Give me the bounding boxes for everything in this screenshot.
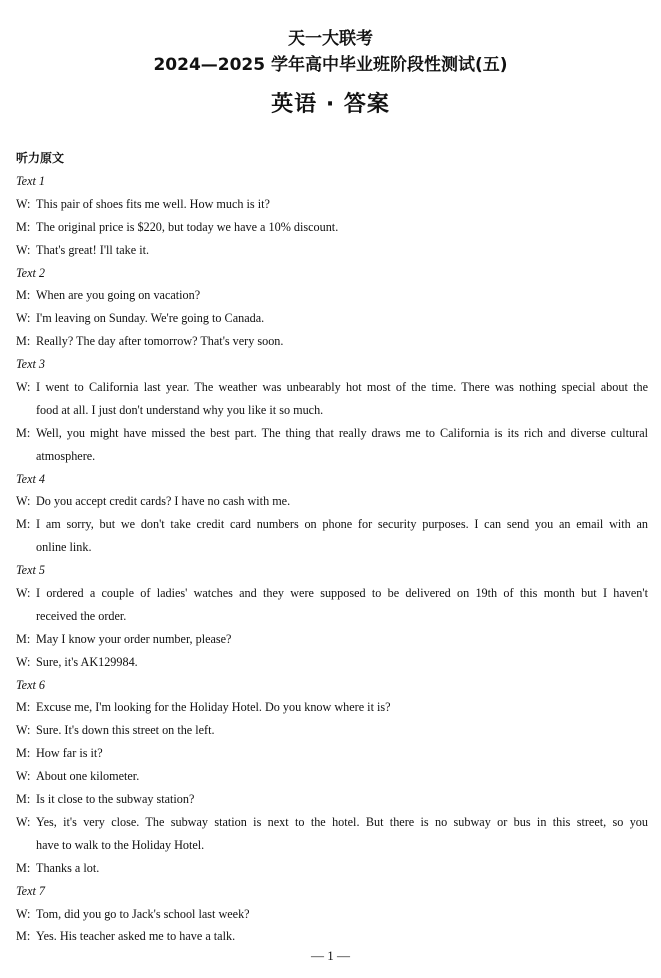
dialogue-text: Do you accept credit cards? I have no cash with me. [36,494,291,509]
dialogue-text: food at all. I just don't understand why you like it so much. [36,402,324,417]
dialogue-text: Really? The day after tomorrow? That's very soon. [36,334,284,349]
text-label-text: Text 5 [16,563,46,578]
dialogue-text: Yes. His teacher asked me to have a talk. [36,929,236,944]
speaker-tag: M: [16,631,31,646]
dialogue-continuation [16,834,648,857]
speaker-tag: M: [16,334,31,349]
speaker-tag: M: [16,746,31,761]
text-label [16,353,648,376]
dialogue-line [16,422,648,445]
speaker-tag: W: [16,814,31,829]
exam-title: 2024—2025 学年高中毕业班阶段性测试(五) [153,55,508,75]
section-title: 听力原文 [16,151,65,165]
dialogue-line [16,719,648,742]
text-label [16,262,648,285]
dialogue-line [16,307,648,330]
dialogue-text: That's great! I'll take it. [36,242,150,257]
dialogue-text: Sure, it's AK129984. [36,654,138,669]
dialogue-text: When are you going on vacation? [36,288,201,303]
dialogue-text: have to walk to the Holiday Hotel. [36,837,205,852]
speaker-tag: W: [16,311,31,326]
text-label [16,674,648,697]
speaker-tag: M: [16,700,31,715]
speaker-tag: M: [16,425,31,440]
dialogue-line [16,513,648,536]
text-label [16,468,648,491]
dialogue-continuation [16,445,648,468]
dialogue-text: Sure. It's down this street on the left. [36,723,215,738]
speaker-tag: W: [16,723,31,738]
speaker-tag: M: [16,517,31,532]
dialogue-line [16,376,648,399]
text-label-text: Text 7 [16,883,46,898]
dialogue-line [16,696,648,719]
dialogue-text: May I know your order number, please? [36,631,232,646]
dialogue-text: online link. [36,540,92,555]
dialogue-line [16,765,648,788]
dialogue-line [16,811,648,834]
text-label-text: Text 4 [16,471,46,486]
speaker-tag: W: [16,586,31,601]
dialogue-line [16,742,648,765]
speaker-tag: W: [16,380,31,395]
text-label-text: Text 1 [16,174,46,188]
speaker-tag: W: [16,654,31,669]
subject-title: 英语 · 答案 [271,92,390,117]
dialogue-line [16,490,648,513]
dialogue-line [16,628,648,651]
dialogue-line [16,284,648,307]
speaker-tag: W: [16,242,31,257]
dialogue-line [16,582,648,605]
dialogue-text: I ordered a couple of ladies' watches and they were supposed to be delivered on 19th of this month but I haven't [36,586,648,601]
organizer-title: 天一大联考 [288,29,373,49]
dialogue-line [16,788,648,811]
speaker-tag: W: [16,196,31,211]
dialogue-continuation [16,605,648,628]
dialogue-continuation [16,536,648,559]
dialogue-text: Well, you might have missed the best part. The thing that really draws me to California is its rich and diverse cultural [36,425,648,440]
dialogue-line [16,925,648,948]
dialogue-text: Tom, did you go to Jack's school last week? [36,906,250,921]
dialogue-continuation [16,399,648,422]
speaker-tag: M: [16,288,31,303]
page-number: — 1 — [311,948,350,963]
dialogue-text: Thanks a lot. [36,860,100,875]
dialogue-text: Excuse me, I'm looking for the Holiday Hotel. Do you know where it is? [36,700,391,715]
dialogue-text: The original price is $220, but today we have a 10% discount. [36,219,339,234]
dialogue-text: How far is it? [36,746,103,761]
speaker-tag: W: [16,494,31,509]
dialogue-text: Yes, it's very close. The subway station is next to the hotel. But there is no subway or bus in this street, so you [36,814,648,829]
dialogue-text: About one kilometer. [36,769,140,784]
dialogue-line [16,239,648,262]
dialogue-text: I went to California last year. The weather was unbearably hot most of the time. There was nothing special about the [36,380,648,395]
dialogue-text: atmosphere. [36,448,96,463]
dialogue-line [16,857,648,880]
dialogue-text: received the order. [36,608,127,623]
document-header [0,26,661,120]
dialogue-text: Is it close to the subway station? [36,792,195,807]
speaker-tag: W: [16,769,31,784]
speaker-tag: M: [16,929,31,944]
dialogue-text: This pair of shoes fits me well. How much is it? [36,196,270,211]
dialogue-line [16,193,648,216]
text-label-text: Text 6 [16,677,46,692]
text-label-text: Text 3 [16,357,46,372]
text-label-text: Text 2 [16,265,46,280]
speaker-tag: M: [16,219,31,234]
dialogue-text: I'm leaving on Sunday. We're going to Canada. [36,311,265,326]
dialogue-line [16,330,648,353]
speaker-tag: M: [16,860,31,875]
dialogue-line [16,903,648,926]
text-label [16,880,648,903]
listening-transcript [16,170,648,948]
dialogue-line [16,651,648,674]
speaker-tag: M: [16,792,31,807]
text-label [16,559,648,582]
speaker-tag: W: [16,906,31,921]
dialogue-line [16,216,648,239]
text-label [16,170,648,193]
dialogue-text: I am sorry, but we don't take credit card numbers on phone for security purposes. I can send you an email with an [36,517,648,532]
